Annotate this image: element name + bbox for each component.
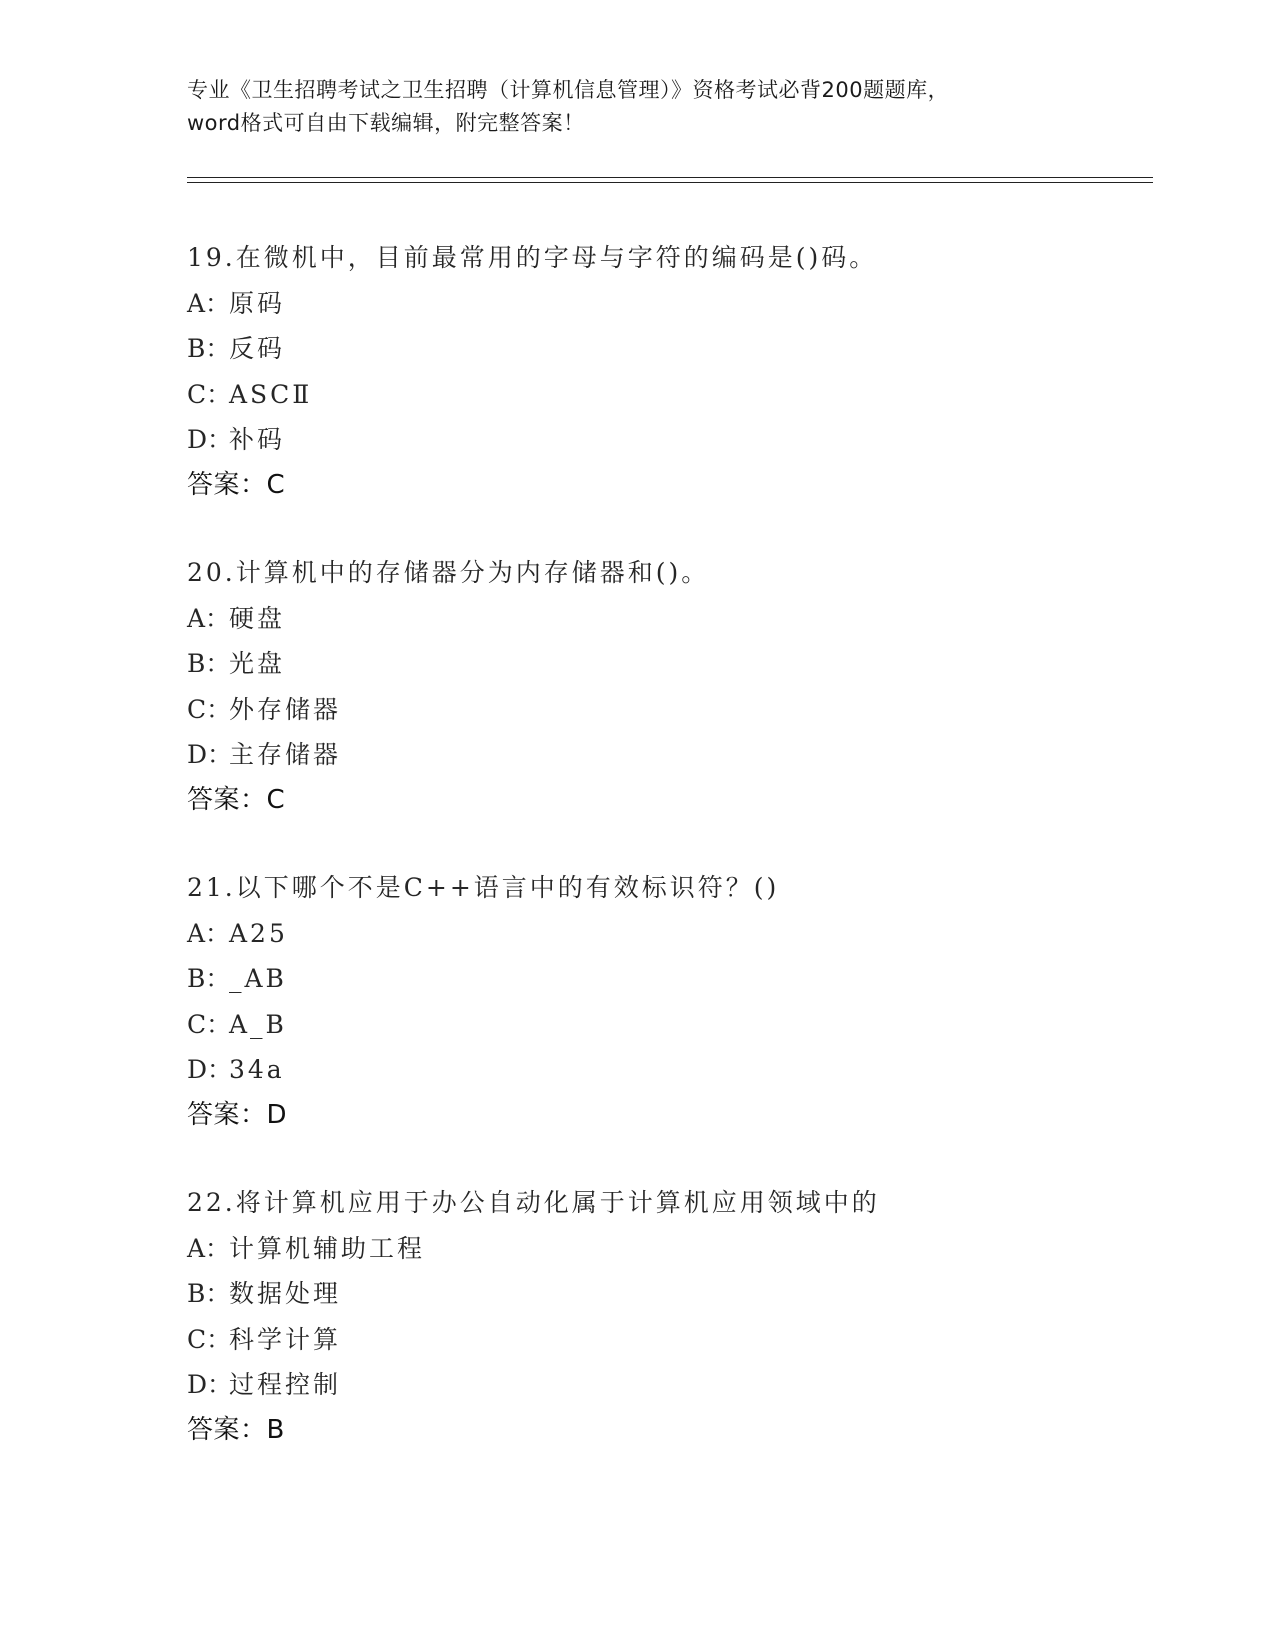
option-b xyxy=(187,956,1187,1002)
answer-line: 答案：C xyxy=(187,784,286,815)
option-a xyxy=(187,281,1187,327)
header-line-1: 专业《卫生招聘考试之卫生招聘（计算机信息管理）》资格考试必背200题题库， xyxy=(187,78,950,102)
question-list xyxy=(187,235,1187,1453)
option-b xyxy=(187,641,1187,687)
option-text: 主存储器 xyxy=(229,740,342,769)
question-stem: 21.以下哪个不是C++语言中的有效标识符？() xyxy=(187,873,780,902)
question-22 xyxy=(187,1180,1187,1453)
option-text: 原码 xyxy=(229,288,286,318)
header-divider-top xyxy=(187,177,1153,178)
option-d xyxy=(187,1362,1187,1408)
option-text: 补码 xyxy=(229,425,286,454)
option-key: A： xyxy=(187,288,231,318)
option-key: B： xyxy=(187,1279,231,1308)
option-key: A： xyxy=(187,918,231,948)
option-a xyxy=(187,596,1187,642)
option-d xyxy=(187,417,1187,463)
option-c xyxy=(187,372,1187,418)
option-a xyxy=(187,1226,1187,1272)
option-a xyxy=(187,911,1187,957)
option-text: 过程控制 xyxy=(229,1370,342,1399)
question-stem: 22.将计算机应用于办公自动化属于计算机应用领域中的 xyxy=(187,1188,880,1217)
question-stem: 20.计算机中的存储器分为内存储器和()。 xyxy=(187,558,710,587)
option-key: C： xyxy=(187,694,232,724)
option-c xyxy=(187,687,1187,733)
option-d xyxy=(187,732,1187,778)
option-key: C： xyxy=(187,1324,232,1354)
option-text: A_B xyxy=(229,1009,287,1039)
option-key: C： xyxy=(187,379,232,409)
option-key: A： xyxy=(187,1233,231,1263)
answer-line: 答案：C xyxy=(187,469,286,500)
option-text: A25 xyxy=(229,918,288,948)
option-text: 计算机辅助工程 xyxy=(229,1233,426,1263)
option-text: 光盘 xyxy=(229,649,286,678)
question-20 xyxy=(187,550,1187,823)
option-c xyxy=(187,1317,1187,1363)
option-key: B： xyxy=(187,334,231,363)
option-key: D： xyxy=(187,1370,233,1399)
document-header xyxy=(187,74,1087,140)
option-text: 34a xyxy=(229,1055,285,1084)
option-key: C： xyxy=(187,1009,232,1039)
option-b xyxy=(187,326,1187,372)
option-key: D： xyxy=(187,740,233,769)
header-divider-bottom xyxy=(187,182,1153,183)
option-b xyxy=(187,1271,1187,1317)
option-text: ASCⅡ xyxy=(229,379,313,409)
option-text: 外存储器 xyxy=(229,694,342,724)
option-text: 反码 xyxy=(229,334,286,363)
option-key: D： xyxy=(187,1055,233,1084)
option-key: B： xyxy=(187,649,231,678)
question-21 xyxy=(187,865,1187,1138)
option-text: _AB xyxy=(229,964,287,993)
answer-line: 答案：B xyxy=(187,1414,285,1445)
question-19 xyxy=(187,235,1187,508)
header-line-2: word格式可自由下载编辑，附完整答案！ xyxy=(187,111,585,135)
option-key: D： xyxy=(187,425,233,454)
question-stem: 19.在微机中，目前最常用的字母与字符的编码是()码。 xyxy=(187,243,878,272)
answer-line: 答案：D xyxy=(187,1099,288,1130)
option-d xyxy=(187,1047,1187,1093)
option-text: 数据处理 xyxy=(229,1279,342,1308)
option-text: 硬盘 xyxy=(229,603,286,633)
option-key: A： xyxy=(187,603,231,633)
option-key: B： xyxy=(187,964,231,993)
option-text: 科学计算 xyxy=(229,1324,342,1354)
option-c xyxy=(187,1002,1187,1048)
